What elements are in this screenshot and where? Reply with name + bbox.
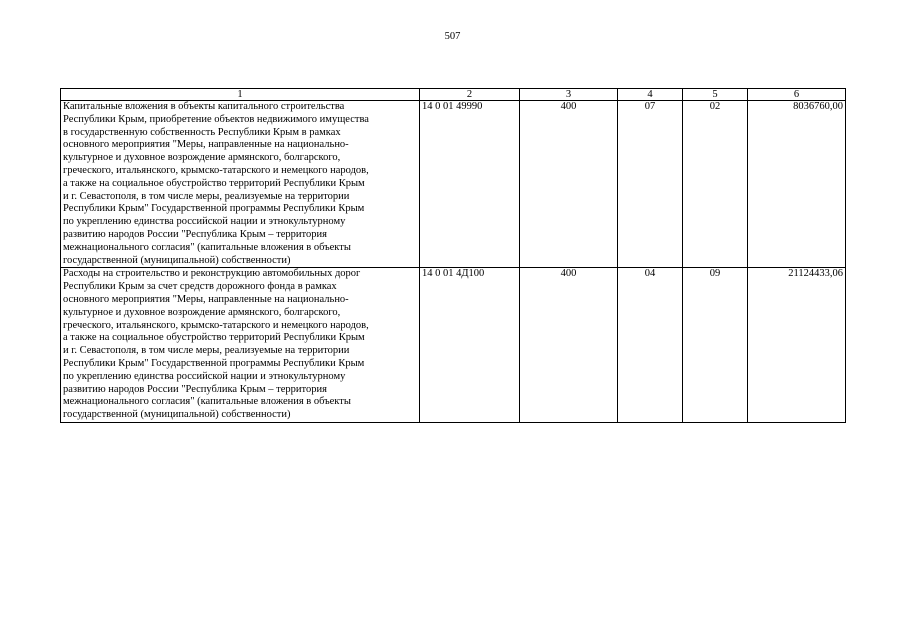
row-col3: 400: [520, 268, 618, 423]
page-number: 507: [444, 31, 461, 42]
header-col-5: 5: [683, 89, 748, 101]
row-description: Расходы на строительство и реконструкцию автомобильных дорог Республики Крым за счет средств дорожного фонда в рамках основного мероприятия "Меры, направленные на национально- культурное и духовное возрождение армянского, болгарского, греческого, итальянского, крымско-татарского и немецкого народов, а также на социальное обустройство территорий Республики Крым и г. Севастополя, в том числе меры, реализуемые на территории Республики Крым" Государственной программы Республики Крым по укреплению единства российской нации и этнокультурному развитию народов России "Республика Крым – территория межнационального согласия" (капитальные вложения в объекты государственной (муниципальной) собственности): [61, 268, 420, 423]
row-code: 14 0 01 4Д100: [420, 268, 520, 423]
row-col3: 400: [520, 101, 618, 268]
header-col-2: 2: [420, 89, 520, 101]
row-col4: 04: [618, 268, 683, 423]
row-code: 14 0 01 49990: [420, 101, 520, 268]
header-col-4: 4: [618, 89, 683, 101]
row-description: Капитальные вложения в объекты капитального строительства Республики Крым, приобретение объектов недвижимого имущества в государственную собственность Республики Крым в рамках основного мероприятия "Меры, направленные на национально- культурное и духовное возрождение армянского, болгарского, греческого, итальянского, крымско-татарского и немецкого народов, а также на социальное обустройство территорий Республики Крым и г. Севастополя, в том числе меры, реализуемые на территории Республики Крым" Государственной программы Республики Крым по укреплению единства российской нации и этнокультурному развитию народов России "Республика Крым – территория межнационального согласия" (капитальные вложения в объекты государственной (муниципальной) собственности): [61, 101, 420, 268]
header-col-1: 1: [61, 89, 420, 101]
budget-table: [60, 88, 846, 423]
header-col-6: 6: [748, 89, 846, 101]
row-amount: 8036760,00: [748, 101, 846, 268]
header-row: [61, 89, 846, 101]
row-col5: 02: [683, 101, 748, 268]
row-col4: 07: [618, 101, 683, 268]
table-row: [61, 268, 846, 423]
header-col-3: 3: [520, 89, 618, 101]
row-amount: 21124433,06: [748, 268, 846, 423]
row-col5: 09: [683, 268, 748, 423]
table-row: [61, 101, 846, 268]
